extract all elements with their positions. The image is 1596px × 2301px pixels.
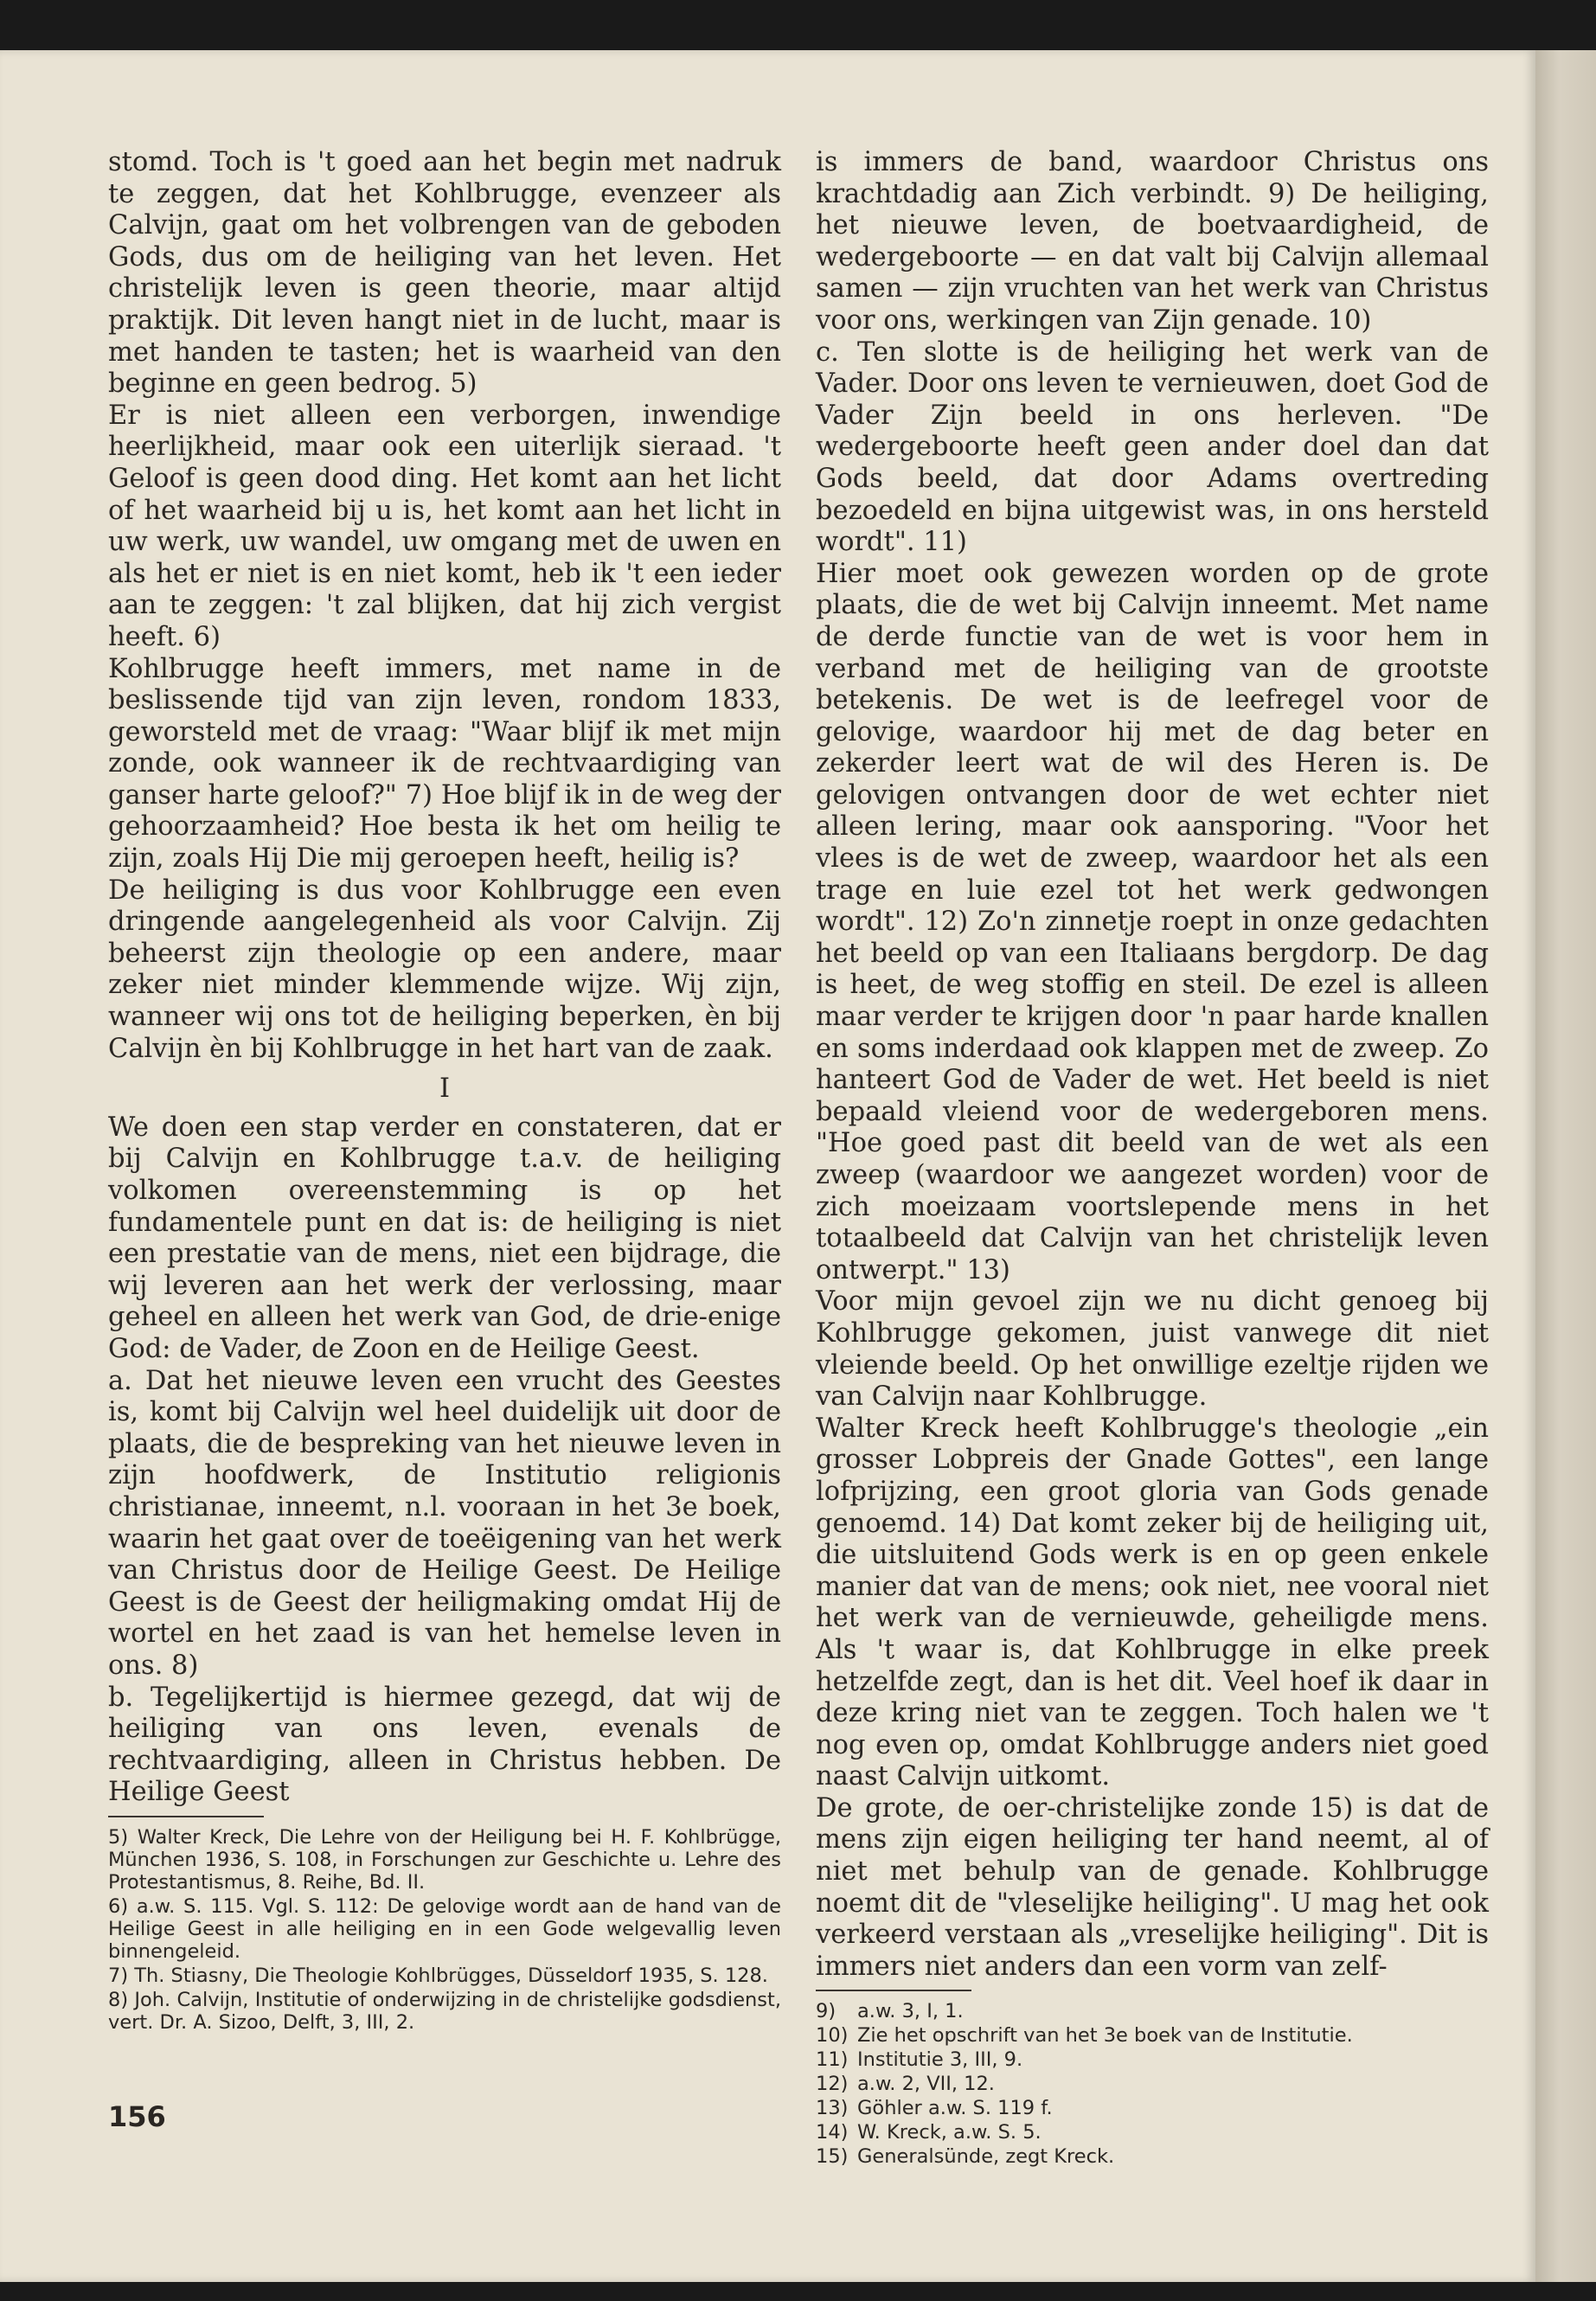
section-numeral: I bbox=[439, 1074, 451, 1105]
footnote-number: 12) bbox=[816, 2073, 849, 2096]
footnote: 8) Joh. Calvijn, Institutie of onderwijzing in de christelijke godsdienst, vert. Dr. A. Sizoo, Delft, 3, III, 2. bbox=[108, 1988, 781, 2034]
paragraph: b. Tegelijkertijd is hiermee gezegd, dat wij de heiliging van ons leven, evenals de rechtvaardiging, alleen in Christus hebben. De Heilige Geest bbox=[108, 1682, 781, 1808]
paragraph: is immers de band, waardoor Christus ons krachtdadig aan Zich verbindt. 9) De heiliging, het nieuwe leven, de boetvaardigheid, de wedergeboorte — en dat valt bij Calvijn allemaal samen — zijn vruchten van het werk van Christus voor ons, werkingen van Zijn genade. 10) bbox=[816, 147, 1489, 336]
page-edge bbox=[1535, 50, 1596, 2282]
footnote bbox=[816, 2121, 1489, 2144]
page-number: 156 bbox=[108, 2100, 166, 2133]
footnote-text: a.w. 2, VII, 12. bbox=[857, 2073, 995, 2096]
footnote-number: 15) bbox=[816, 2145, 849, 2169]
paragraph: De grote, de oer-christelijke zonde 15) is dat de mens zijn eigen heiliging ter hand neemt, al of niet met behulp van de genade. Kohlbrugge noemt dit de "vleselijke heiliging". U mag het ook verkeerd verstaan als „vreselijke heiliging". Dit is immers niet anders dan een vorm van zelf- bbox=[816, 1792, 1489, 1982]
footnote-number: 13) bbox=[816, 2097, 849, 2120]
footnote-number: 10) bbox=[816, 2024, 849, 2048]
footnote-text: Institutie 3, III, 9. bbox=[857, 2048, 1023, 2072]
footnote bbox=[816, 2145, 1489, 2168]
footnote-number: 14) bbox=[816, 2121, 849, 2144]
footnote: 7) Th. Stiasny, Die Theologie Kohlbrügges, Düsseldorf 1935, S. 128. bbox=[108, 1964, 768, 1987]
footnote bbox=[816, 2097, 1489, 2119]
footnote-text: Göhler a.w. S. 119 f. bbox=[857, 2097, 1053, 2120]
paragraph: De heiliging is dus voor Kohlbrugge een even dringende aangelegenheid als voor Calvijn. Zij beheerst zijn theologie op een andere, maar zeker niet minder klemmende wijze. Wij zijn, wanneer wij ons tot de heiliging beperken, èn bij Calvijn èn bij Kohlbrugge in het hart van de zaak. bbox=[108, 875, 781, 1064]
paragraph: Kohlbrugge heeft immers, met name in de beslissende tijd van zijn leven, rondom 1833, geworsteld met de vraag: "Waar blijf ik met mijn zonde, ook wanneer ik de rechtvaardiging van ganser harte geloof?" 7) Hoe blijf ik in de weg der gehoorzaamheid? Hoe besta ik het om heilig te zijn, zoals Hij Die mij geroepen heeft, heilig is? bbox=[108, 653, 781, 875]
paragraph: a. Dat het nieuwe leven een vrucht des Geestes is, komt bij Calvijn wel heel duidelijk uit door de plaats, die de bespreking van het nieuwe leven in zijn hoofdwerk, de Institutio religionis christianae, inneemt, n.l. vooraan in het 3e boek, waarin het gaat over de toeëigening van het werk van Christus door de Heilige Geest. De Heilige Geest is de Geest der heiligmaking omdat Hij de wortel en het zaad is van het hemelse leven in ons. 8) bbox=[108, 1365, 781, 1681]
paragraph: c. Ten slotte is de heiliging het werk van de Vader. Door ons leven te vernieuwen, doet God de Vader Zijn beeld in ons herleven. "De wedergeboorte heeft geen ander doel dan dat Gods beeld, dat door Adams overtreding bezoedeld en bijna uitgewist was, in ons hersteld wordt". 11) bbox=[816, 336, 1489, 558]
footnote-divider bbox=[816, 1990, 971, 1991]
paragraph: Walter Kreck heeft Kohlbrugge's theologie „ein grosser Lobpreis der Gnade Gottes", een lange lofprijzing, een groot gloria van Gods genade genoemd. 14) Dat komt zeker bij de heiliging uit, die uitsluitend Gods werk is en op geen enkele manier dat van de mens; ook niet, nee vooral niet het werk van de vernieuwde, geheiligde mens. Als 't waar is, dat Kohlbrugge in elke preek hetzelfde zegt, dan is het dit. Veel hoef ik daar in deze kring niet van te zeggen. Toch halen we 't nog even op, omdat Kohlbrugge anders niet goed naast Calvijn uitkomt. bbox=[816, 1413, 1489, 1792]
footnote-text: Generalsünde, zegt Kreck. bbox=[857, 2145, 1115, 2169]
paragraph: Hier moet ook gewezen worden op de grote plaats, die de wet bij Calvijn inneemt. Met name de derde functie van de wet is voor hem in verband met de heiliging van de grootste betekenis. De wet is de leefregel voor de gelovige, waardoor hij met de dag beter en zekerder leert wat de wil des Heren is. De gelovigen ontvangen door de wet echter niet alleen lering, maar ook aansporing. "Voor het vlees is de wet de zweep, waardoor het als een trage en luie ezel tot het werk gedwongen wordt". 12) Zo'n zinnetje roept in onze gedachten het beeld op van een Italiaans bergdorp. De dag is heet, de weg stoffig en steil. De ezel is alleen maar verder te krijgen door 'n paar harde knallen en soms inderdaad ook klappen met de zweep. Zo hanteert God de Vader de wet. Het beeld is niet bepaald vleiend voor de wedergeboren mens. "Hoe goed past dit beeld van de wet als een zweep (waardoor we aangezet worden) voor de zich moeizaam voortslepende mens in het totaalbeeld dat Calvijn van het christelijk leven ontwerpt." 13) bbox=[816, 558, 1489, 1285]
footnote: 6) a.w. S. 115. Vgl. S. 112: De gelovige wordt aan de hand van de Heilige Geest in alle heiliging en in een Gode welgevallig leven binnengeleid. bbox=[108, 1894, 781, 1963]
footnote-text: W. Kreck, a.w. S. 5. bbox=[857, 2121, 1042, 2144]
paragraph: Er is niet alleen een verborgen, inwendige heerlijkheid, maar ook een uiterlijk sieraad. 't Geloof is geen dood ding. Het komt aan het licht of het waarheid bij u is, het komt aan het licht in uw werk, uw wandel, uw omgang met de uwen en als het er niet is en niet komt, heb ik 't een ieder aan te zeggen: 't zal blijken, dat hij zich vergist heeft. 6) bbox=[108, 400, 781, 652]
paragraph: Voor mijn gevoel zijn we nu dicht genoeg bij Kohlbrugge gekomen, juist vanwege dit niet vleiende beeld. Op het onwillige ezeltje rijden we van Calvijn naar Kohlbrugge. bbox=[816, 1286, 1489, 1413]
footnote bbox=[816, 2024, 1489, 2047]
footnote: 5) Walter Kreck, Die Lehre von der Heiligung bei H. F. Kohlbrügge, München 1936, S. 108, in Forschungen zur Geschichte u. Lehre des Protestantismus, 8. Reihe, Bd. II. bbox=[108, 1825, 781, 1894]
footnote-text: a.w. 3, I, 1. bbox=[857, 2000, 964, 2023]
footnote bbox=[816, 2000, 1489, 2022]
footnote-divider bbox=[108, 1816, 264, 1817]
footnote-number: 9) bbox=[816, 2000, 836, 2023]
footnote-text: Zie het opschrift van het 3e boek van de Institutie. bbox=[857, 2024, 1353, 2048]
footnotes-right bbox=[816, 2000, 1489, 2168]
footnote bbox=[816, 2048, 1489, 2071]
paragraph: stomd. Toch is 't goed aan het begin met nadruk te zeggen, dat het Kohlbrugge, evenzeer als Calvijn, gaat om het volbrengen van de geboden Gods, dus om de heiliging van het leven. Het christelijk leven is geen theorie, maar altijd praktijk. Dit leven hangt niet in de lucht, maar is met handen te tasten; het is waarheid van den beginne en geen bedrog. 5) bbox=[108, 147, 781, 400]
paragraph: We doen een stap verder en constateren, dat er bij Calvijn en Kohlbrugge t.a.v. de heiliging volkomen overeenstemming is op het fundamentele punt en dat is: de heiliging is niet een prestatie van de mens, niet een bijdrage, die wij leveren aan het werk der verlossing, maar geheel en alleen het werk van God, de drie-enige God: de Vader, de Zoon en de Heilige Geest. bbox=[108, 1112, 781, 1364]
footnote bbox=[816, 2073, 1489, 2095]
left-column bbox=[108, 147, 781, 2035]
footnote-number: 11) bbox=[816, 2048, 849, 2072]
footnotes-left bbox=[108, 1826, 781, 2034]
right-column bbox=[816, 147, 1489, 2170]
